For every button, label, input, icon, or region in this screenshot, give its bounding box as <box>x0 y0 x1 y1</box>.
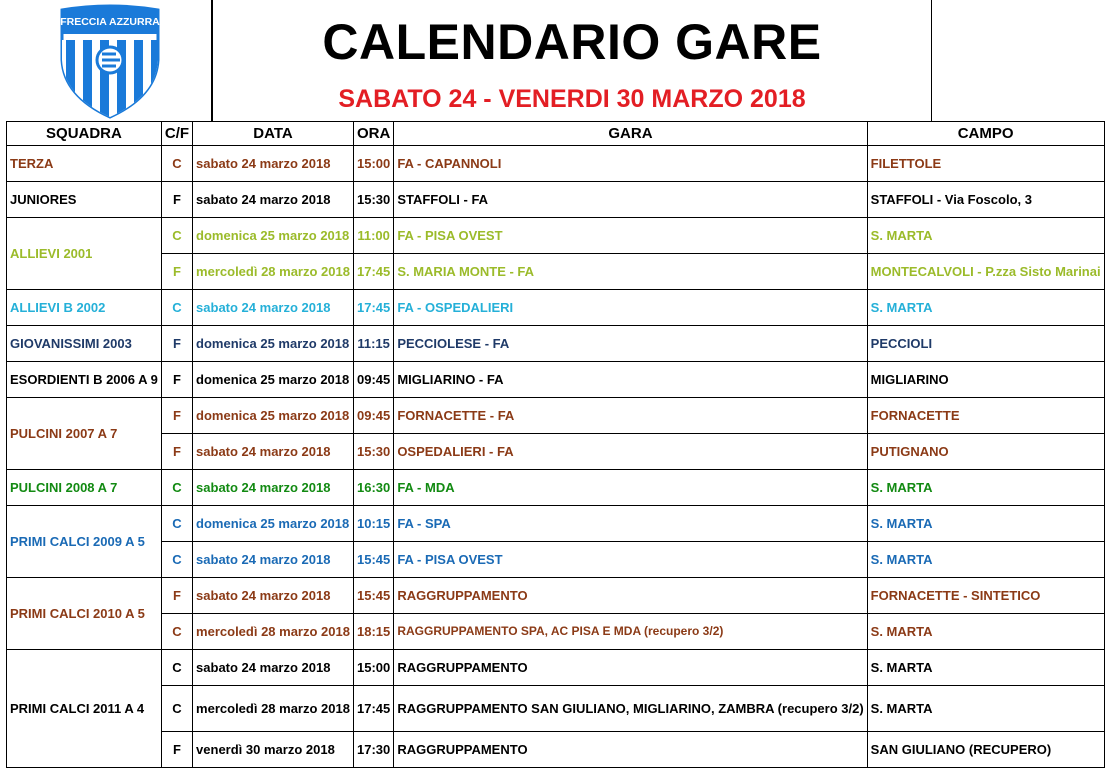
time-cell: 16:30 <box>353 470 393 506</box>
cf-cell: C <box>161 614 192 650</box>
cf-cell: F <box>161 732 192 768</box>
cf-cell: C <box>161 542 192 578</box>
date-cell: domenica 25 marzo 2018 <box>193 362 354 398</box>
match-cell: RAGGRUPPAMENTO <box>394 650 867 686</box>
venue-cell: S. MARTA <box>867 650 1104 686</box>
venue-cell: S. MARTA <box>867 506 1104 542</box>
team-cell: PULCINI 2007 A 7 <box>7 398 162 470</box>
date-cell: sabato 24 marzo 2018 <box>193 470 354 506</box>
table-row <box>7 146 1105 182</box>
column-header-data: DATA <box>193 122 354 146</box>
time-cell: 17:45 <box>353 254 393 290</box>
venue-cell: FILETTOLE <box>867 146 1104 182</box>
team-cell: TERZA <box>7 146 162 182</box>
date-cell: mercoledì 28 marzo 2018 <box>193 614 354 650</box>
table-row <box>7 326 1105 362</box>
page-title: CALENDARIO GARE <box>322 14 822 70</box>
time-cell: 15:00 <box>353 146 393 182</box>
date-cell: sabato 24 marzo 2018 <box>193 146 354 182</box>
venue-cell: S. MARTA <box>867 542 1104 578</box>
match-cell: RAGGRUPPAMENTO <box>394 578 867 614</box>
team-cell: PRIMI CALCI 2009 A 5 <box>7 506 162 578</box>
venue-cell: PECCIOLI <box>867 326 1104 362</box>
match-cell: FA - PISA OVEST <box>394 542 867 578</box>
time-cell: 15:30 <box>353 434 393 470</box>
time-cell: 15:45 <box>353 542 393 578</box>
table-row <box>7 362 1105 398</box>
table-row <box>7 506 1105 542</box>
time-cell: 09:45 <box>353 362 393 398</box>
match-cell: RAGGRUPPAMENTO SPA, AC PISA E MDA (recupero 3/2) <box>394 614 867 650</box>
time-cell: 11:15 <box>353 326 393 362</box>
match-cell: RAGGRUPPAMENTO <box>394 732 867 768</box>
team-cell: ESORDIENTI B 2006 A 9 <box>7 362 162 398</box>
team-cell: ALLIEVI B 2002 <box>7 290 162 326</box>
time-cell: 17:30 <box>353 732 393 768</box>
column-header-ora: ORA <box>353 122 393 146</box>
cf-cell: F <box>161 362 192 398</box>
date-cell: venerdì 30 marzo 2018 <box>193 732 354 768</box>
date-cell: domenica 25 marzo 2018 <box>193 326 354 362</box>
match-cell: FA - MDA <box>394 470 867 506</box>
time-cell: 11:00 <box>353 218 393 254</box>
date-cell: sabato 24 marzo 2018 <box>193 182 354 218</box>
cf-cell: F <box>161 578 192 614</box>
column-header-squadra: SQUADRA <box>7 122 162 146</box>
venue-cell: MIGLIARINO <box>867 362 1104 398</box>
venue-cell: STAFFOLI - Via Foscolo, 3 <box>867 182 1104 218</box>
match-cell: FA - OSPEDALIERI <box>394 290 867 326</box>
table-row <box>7 254 1105 290</box>
team-cell: PRIMI CALCI 2010 A 5 <box>7 578 162 650</box>
match-cell: S. MARIA MONTE - FA <box>394 254 867 290</box>
match-cell: FA - PISA OVEST <box>394 218 867 254</box>
time-cell: 15:00 <box>353 650 393 686</box>
time-cell: 15:30 <box>353 182 393 218</box>
team-cell: PULCINI 2008 A 7 <box>7 470 162 506</box>
match-cell: MIGLIARINO - FA <box>394 362 867 398</box>
time-cell: 09:45 <box>353 398 393 434</box>
date-cell: mercoledì 28 marzo 2018 <box>193 254 354 290</box>
venue-cell: MONTECALVOLI - P.zza Sisto Marinai <box>867 254 1104 290</box>
venue-cell: S. MARTA <box>867 614 1104 650</box>
match-cell: STAFFOLI - FA <box>394 182 867 218</box>
cf-cell: F <box>161 182 192 218</box>
column-header-gara: GARA <box>394 122 867 146</box>
table-row <box>7 182 1105 218</box>
team-cell: PRIMI CALCI 2011 A 4 <box>7 650 162 768</box>
cf-cell: C <box>161 470 192 506</box>
cf-cell: F <box>161 326 192 362</box>
table-row <box>7 470 1105 506</box>
date-cell: sabato 24 marzo 2018 <box>193 650 354 686</box>
time-cell: 17:45 <box>353 290 393 326</box>
match-cell: FA - CAPANNOLI <box>394 146 867 182</box>
team-cell: GIOVANISSIMI 2003 <box>7 326 162 362</box>
table-row <box>7 732 1105 768</box>
logo-text: FRECCIA AZZURRA <box>60 16 160 28</box>
match-calendar-table <box>6 121 1105 768</box>
table-row <box>7 650 1105 686</box>
venue-cell: FORNACETTE <box>867 398 1104 434</box>
time-cell: 17:45 <box>353 686 393 732</box>
match-cell: FA - SPA <box>394 506 867 542</box>
date-cell: sabato 24 marzo 2018 <box>193 578 354 614</box>
table-row <box>7 578 1105 614</box>
date-cell: sabato 24 marzo 2018 <box>193 434 354 470</box>
venue-cell: S. MARTA <box>867 686 1104 732</box>
venue-cell: S. MARTA <box>867 470 1104 506</box>
cf-cell: C <box>161 686 192 732</box>
date-cell: domenica 25 marzo 2018 <box>193 218 354 254</box>
date-cell: sabato 24 marzo 2018 <box>193 542 354 578</box>
table-row <box>7 398 1105 434</box>
date-cell: domenica 25 marzo 2018 <box>193 398 354 434</box>
time-cell: 15:45 <box>353 578 393 614</box>
table-row <box>7 434 1105 470</box>
cf-cell: C <box>161 218 192 254</box>
time-cell: 18:15 <box>353 614 393 650</box>
date-cell: mercoledì 28 marzo 2018 <box>193 686 354 732</box>
table-row <box>7 218 1105 254</box>
cf-cell: F <box>161 398 192 434</box>
venue-cell: S. MARTA <box>867 290 1104 326</box>
venue-cell: S. MARTA <box>867 218 1104 254</box>
match-cell: FORNACETTE - FA <box>394 398 867 434</box>
venue-cell: PUTIGNANO <box>867 434 1104 470</box>
match-cell: OSPEDALIERI - FA <box>394 434 867 470</box>
cf-cell: C <box>161 506 192 542</box>
cf-cell: F <box>161 434 192 470</box>
match-cell: RAGGRUPPAMENTO SAN GIULIANO, MIGLIARINO, ZAMBRA (recupero 3/2) <box>394 686 867 732</box>
time-cell: 10:15 <box>353 506 393 542</box>
date-cell: domenica 25 marzo 2018 <box>193 506 354 542</box>
venue-cell: SAN GIULIANO (RECUPERO) <box>867 732 1104 768</box>
date-cell: sabato 24 marzo 2018 <box>193 290 354 326</box>
page-subtitle: SABATO 24 - VENERDI 30 MARZO 2018 <box>338 85 806 113</box>
team-cell: JUNIORES <box>7 182 162 218</box>
venue-cell: FORNACETTE - SINTETICO <box>867 578 1104 614</box>
column-header-cf: C/F <box>161 122 192 146</box>
cf-cell: F <box>161 254 192 290</box>
page-header <box>212 0 932 121</box>
column-header-campo: CAMPO <box>867 122 1104 146</box>
table-row <box>7 290 1105 326</box>
table-row <box>7 542 1105 578</box>
cf-cell: C <box>161 290 192 326</box>
team-cell: ALLIEVI 2001 <box>7 218 162 290</box>
table-row <box>7 614 1105 650</box>
table-row <box>7 686 1105 732</box>
match-cell: PECCIOLESE - FA <box>394 326 867 362</box>
club-logo <box>58 4 162 120</box>
table-header-row <box>7 122 1105 146</box>
cf-cell: C <box>161 650 192 686</box>
cf-cell: C <box>161 146 192 182</box>
